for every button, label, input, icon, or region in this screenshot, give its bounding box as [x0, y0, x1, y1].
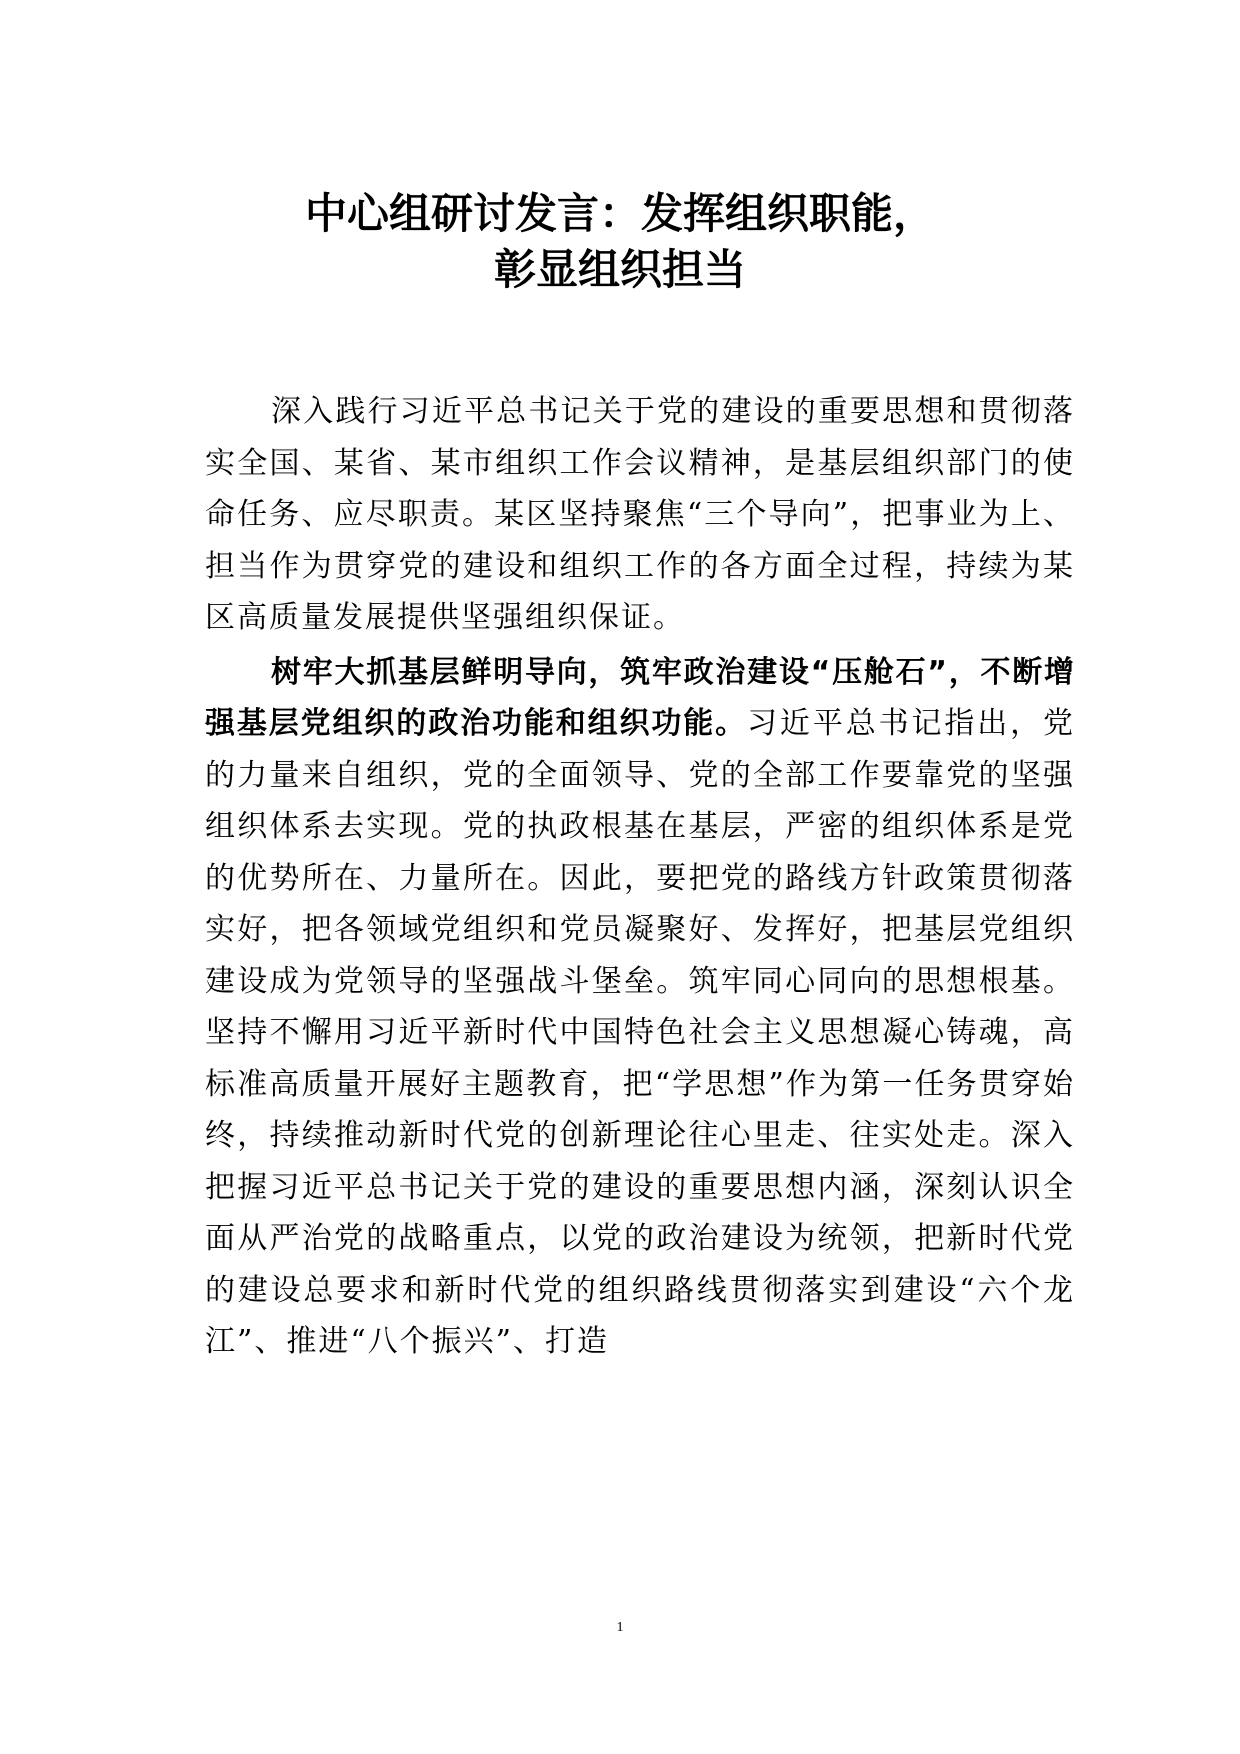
paragraph-2: [205, 647, 1075, 1368]
title-line-1: 中心组研讨发言：发挥组织职能，: [304, 189, 935, 238]
document-body: [205, 386, 1075, 1368]
paragraph-2-body: 习近平总书记指出，党的力量来自组织，党的全面领导、党的全部工作要靠党的坚强组织体系去实现。党的执政根基在基层，严密的组织体系是党的优势所在、力量所在。因此，要把党的路线方针政策贯彻落实好，把各领域党组织和党员凝聚好、发挥好，把基层党组织建设成为党领导的坚强战斗堡垒。筑牢同心同向的思想根基。坚持不懈用习近平新时代中国特色社会主义思想凝心铸魂，高标准高质量开展好主题教育，把“学思想”作为第一任务贯穿始终，持续推动新时代党的创新理论往心里走、往实处走。深入把握习近平总书记关于党的建设的重要思想内涵，深刻认识全面从严治党的战略重点，以党的政治建设为统领，把新时代党的建设总要求和新时代党的组织路线贯彻落实到建设“六个龙江”、推进“八个振兴”、打造: [205, 706, 1076, 1359]
paragraph-2-heading: 树牢大抓基层鲜明导向，筑牢政治建设“压舱石”，不断增强基层党组织的政治功能和组织功能。: [205, 654, 1075, 741]
document-title: [0, 186, 1240, 298]
paragraph-1: 深入践行习近平总书记关于党的建设的重要思想和贯彻落实全国、某省、某市组织工作会议精神，是基层组织部门的使命任务、应尽职责。某区坚持聚焦“三个导向”，把事业为上、担当作为贯穿党的建设和组织工作的各方面全过程，持续为某区高质量发展提供坚强组织保证。: [205, 394, 1075, 635]
title-line-2: 彰显组织担当: [493, 245, 746, 294]
page-number: 1: [616, 1620, 624, 1635]
